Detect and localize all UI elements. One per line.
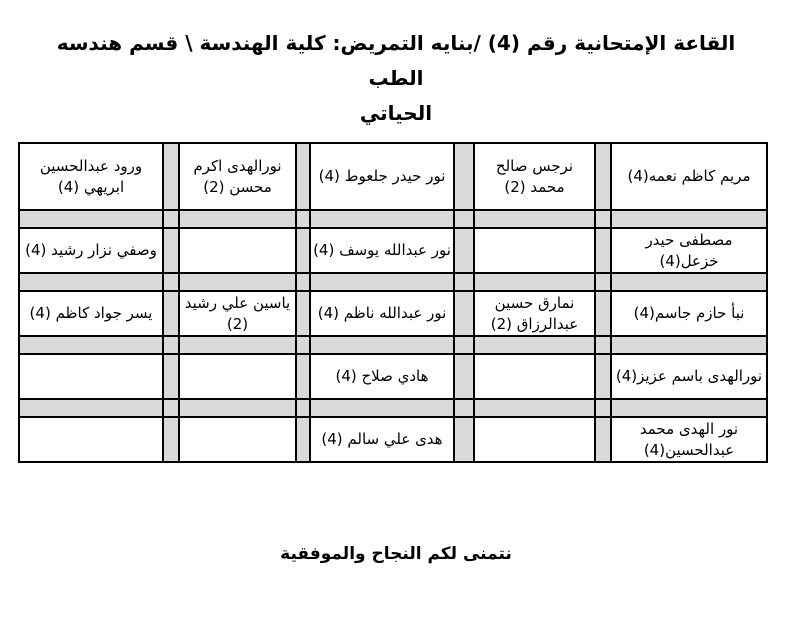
spacer-cell — [296, 143, 310, 210]
seat-cell: نورالهدى باسم عزيز(4) — [611, 354, 767, 399]
spacer-cell — [474, 210, 595, 228]
spacer-row — [19, 210, 767, 228]
spacer-cell — [595, 210, 611, 228]
spacer-cell — [163, 228, 179, 273]
seat-cell: هادي صلاح (4) — [310, 354, 454, 399]
spacer-row — [19, 399, 767, 417]
spacer-cell — [163, 399, 179, 417]
seat-cell — [179, 417, 296, 462]
seat-cell: مريم كاظم نعمه(4) — [611, 143, 767, 210]
spacer-cell — [474, 273, 595, 291]
spacer-cell — [454, 336, 474, 354]
spacer-cell — [163, 354, 179, 399]
spacer-cell — [296, 336, 310, 354]
spacer-cell — [296, 291, 310, 336]
table-row — [19, 354, 767, 399]
table-row — [19, 417, 767, 462]
seat-cell: نور الهدى محمد عبدالحسين(4) — [611, 417, 767, 462]
spacer-cell — [611, 336, 767, 354]
spacer-cell — [454, 143, 474, 210]
seat-cell: نور حيدر جلعوط (4) — [310, 143, 454, 210]
page-title-line2: الحياتي — [359, 101, 433, 125]
spacer-cell — [179, 399, 296, 417]
seat-cell: يسر جواد كاظم (4) — [19, 291, 163, 336]
seat-cell: نور عبدالله ناظم (4) — [310, 291, 454, 336]
seat-cell — [474, 354, 595, 399]
spacer-cell — [296, 228, 310, 273]
spacer-cell — [296, 354, 310, 399]
spacer-cell — [163, 336, 179, 354]
seat-cell: نبأ حازم جاسم(4) — [611, 291, 767, 336]
spacer-cell — [310, 273, 454, 291]
table-row — [19, 143, 767, 210]
seat-cell — [179, 354, 296, 399]
spacer-cell — [454, 354, 474, 399]
spacer-cell — [296, 417, 310, 462]
spacer-cell — [19, 273, 163, 291]
seat-cell: ياسين علي رشيد (2) — [179, 291, 296, 336]
spacer-cell — [179, 336, 296, 354]
spacer-cell — [454, 291, 474, 336]
spacer-cell — [163, 210, 179, 228]
spacer-cell — [163, 273, 179, 291]
spacer-cell — [163, 291, 179, 336]
spacer-cell — [454, 228, 474, 273]
spacer-row — [19, 273, 767, 291]
spacer-cell — [611, 210, 767, 228]
spacer-cell — [595, 291, 611, 336]
spacer-cell — [310, 399, 454, 417]
table-row — [19, 291, 767, 336]
seat-cell: نمارق حسين عبدالرزاق (2) — [474, 291, 595, 336]
spacer-cell — [474, 336, 595, 354]
seat-cell: نرجس صالح محمد (2) — [474, 143, 595, 210]
page-title — [46, 26, 746, 131]
seat-cell: مصطفى حيدر خزعل(4) — [611, 228, 767, 273]
seat-cell: هدى علي سالم (4) — [310, 417, 454, 462]
spacer-cell — [454, 273, 474, 291]
seat-cell: وصفي نزار رشيد (4) — [19, 228, 163, 273]
spacer-cell — [454, 210, 474, 228]
spacer-cell — [179, 210, 296, 228]
spacer-cell — [595, 228, 611, 273]
spacer-row — [19, 336, 767, 354]
seat-cell: نورالهدى اكرم محسن (2) — [179, 143, 296, 210]
spacer-cell — [310, 336, 454, 354]
spacer-cell — [611, 399, 767, 417]
spacer-cell — [595, 273, 611, 291]
spacer-cell — [595, 417, 611, 462]
footer-wish: نتمنى لكم النجاح والموفقية — [280, 544, 512, 564]
seat-cell — [474, 228, 595, 273]
spacer-cell — [296, 273, 310, 291]
spacer-cell — [595, 399, 611, 417]
spacer-cell — [163, 417, 179, 462]
spacer-cell — [474, 399, 595, 417]
seating-table — [18, 142, 768, 463]
seat-cell — [19, 354, 163, 399]
spacer-cell — [179, 273, 296, 291]
seat-cell: نور عبدالله يوسف (4) — [310, 228, 454, 273]
spacer-cell — [454, 417, 474, 462]
exam-hall-seating-sheet — [0, 26, 792, 638]
spacer-cell — [296, 399, 310, 417]
seat-cell — [19, 417, 163, 462]
spacer-cell — [19, 399, 163, 417]
table-row — [19, 228, 767, 273]
spacer-cell — [310, 210, 454, 228]
spacer-cell — [595, 336, 611, 354]
page-title-line1: القاعة الإمتحانية رقم (4) /بنايه التمريض: كلية الهندسة \ قسم هندسه الطب — [56, 31, 736, 90]
seat-cell: ورود عبدالحسين ابريهي (4) — [19, 143, 163, 210]
spacer-cell — [19, 336, 163, 354]
spacer-cell — [163, 143, 179, 210]
spacer-cell — [296, 210, 310, 228]
seat-cell — [179, 228, 296, 273]
seat-cell — [474, 417, 595, 462]
spacer-cell — [595, 143, 611, 210]
spacer-cell — [611, 273, 767, 291]
spacer-cell — [19, 210, 163, 228]
spacer-cell — [595, 354, 611, 399]
spacer-cell — [454, 399, 474, 417]
